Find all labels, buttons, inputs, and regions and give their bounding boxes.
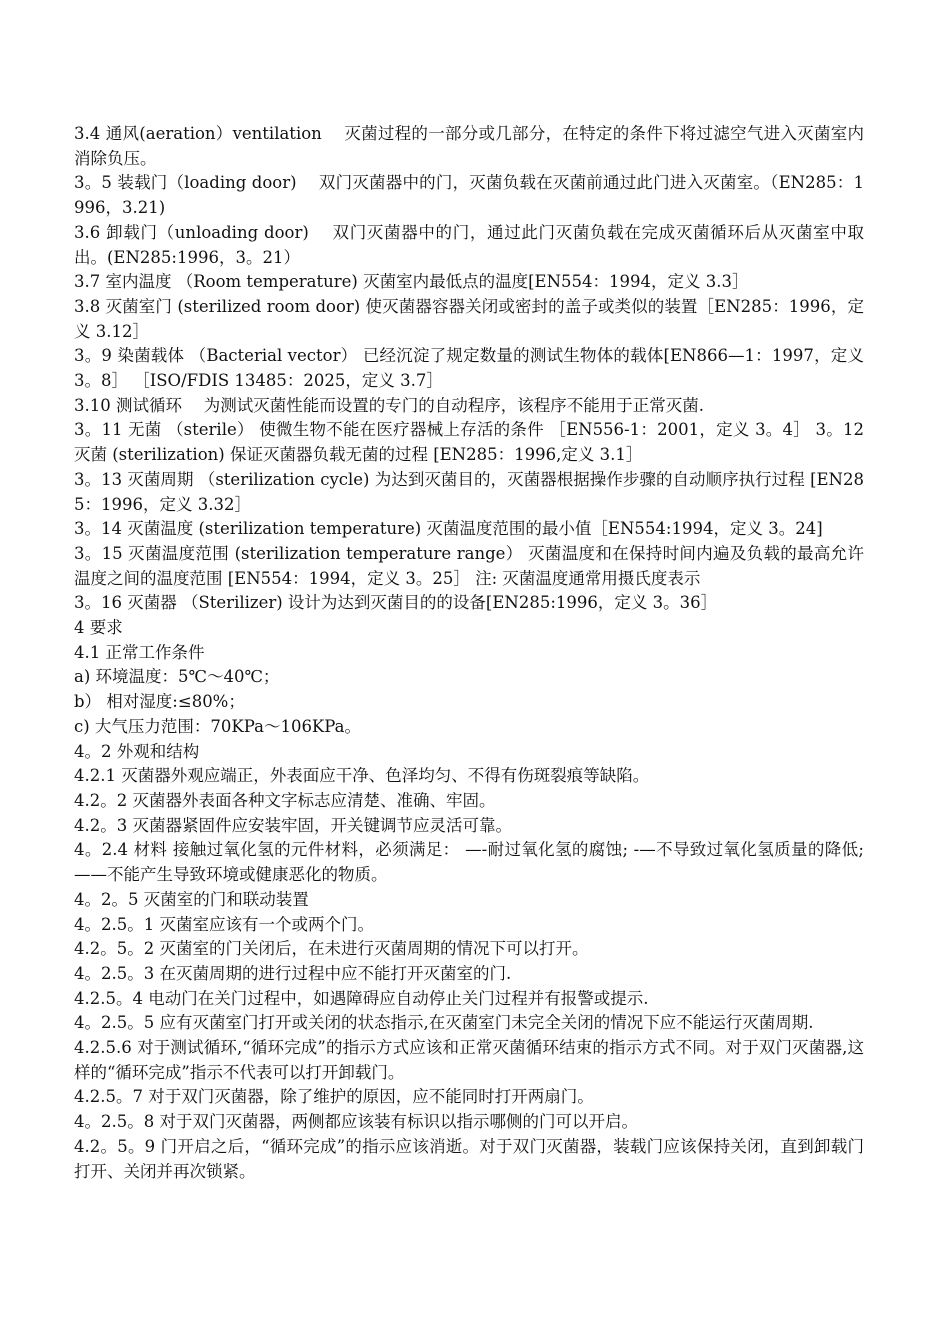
paragraph-3-7-room-temperature: 3.7 室内温度 （Room temperature) 灭菌室内最低点的温度[EN554：1994，定义 3.3］ [74, 272, 749, 292]
paragraph-4-2-5-6: 4.2.5.6 对于测试循环,“循环完成”的指示方式应该和正常灭菌循环结束的指示方式不同。对于双门灭菌器,这样的“循环完成”指示不代表可以打开卸载门。 [74, 1038, 864, 1082]
paragraph-3-14-sterilization-temperature: 3。14 灭菌温度 (sterilization temperature) 灭菌温度范围的最小值［EN554:1994，定义 3。24] [74, 519, 823, 539]
paragraph-3-10-test-cycle: 3.10 测试循环 为测试灭菌性能而设置的专门的自动程序，该程序不能用于正常灭菌. [74, 395, 704, 415]
paragraph-3-15-temperature-range: 3。15 灭菌温度范围 (sterilization temperature range） 灭菌温度和在保持时间内遍及负载的最高允许温度之间的温度范围 [EN554：1994，定义 3。25］ 注: 灭菌温度通常用摄氏度表示 [74, 543, 864, 588]
paragraph-4-2-3: 4.2。3 灭菌器紧固件应安装牢固，开关键调节应灵活可靠。 [74, 815, 512, 835]
paragraph-3-4-ventilation: 3.4 通风(aeration）ventilation 灭菌过程的一部分或几部分，在特定的条件下将过滤空气进入灭菌室内消除负压。 [74, 124, 864, 168]
paragraph-4-2-5-3: 4。2.5。3 在灭菌周期的进行过程中应不能打开灭菌室的门. [74, 963, 512, 983]
paragraph-3-11-sterile: 3。11 无菌 （sterile） 使微生物不能在医疗器械上存活的条件 ［EN556-1：2001，定义 3。4］ 3。12 灭菌 (sterilization) 保证灭菌器负载无菌的过程 [EN285：1996,定义 3.1］ [74, 420, 864, 465]
paragraph-4-2-2: 4.2。2 灭菌器外表面各种文字标志应清楚、准确、牢固。 [74, 790, 496, 810]
paragraph-4-2-4-materials: 4。2.4 材料 接触过氧化氢的元件材料，必须满足： —-耐过氧化氢的腐蚀; -—不导致过氧化氢质量的降低; ——不能产生导致环境或健康恶化的物质。 [74, 840, 864, 885]
paragraph-4-2-5-2: 4.2。5。2 灭菌室的门关闭后，在未进行灭菌周期的情况下可以打开。 [74, 939, 589, 959]
item-a-ambient-temperature: a) 环境温度：5℃～40℃； [74, 667, 280, 687]
paragraph-4-2-1: 4.2.1 灭菌器外观应端正，外表面应干净、色泽均匀、不得有伤斑裂痕等缺陷。 [74, 766, 650, 786]
paragraph-3-9-bacterial-vector: 3。9 染菌载体 （Bacterial vector） 已经沉淀了规定数量的测试生物体的载体[EN866—1：1997，定义 3。8］ ［ISO/FDIS 13485：2025，定义 3.7］ [74, 346, 864, 391]
paragraph-4-2-5-8: 4。2.5。8 对于双门灭菌器，两侧都应该装有标识以指示哪侧的门可以开启。 [74, 1112, 638, 1132]
paragraph-3-8-sterilized-room-door: 3.8 灭菌室门 (sterilized room door) 使灭菌器容器关闭或密封的盖子或类似的装置［EN285：1996，定义 3.12］ [74, 296, 864, 341]
heading-4-2-5-doors-interlocks: 4。2。5 灭菌室的门和联动装置 [74, 889, 309, 909]
paragraph-4-2-5-4: 4.2.5。4 电动门在关门过程中，如遇障碍应自动停止关门过程并有报警或提示. [74, 988, 649, 1008]
heading-4-requirements: 4 要求 [74, 618, 123, 638]
paragraph-4-2-5-7: 4.2.5。7 对于双门灭菌器，除了维护的原因，应不能同时打开两扇门。 [74, 1087, 594, 1107]
heading-4-1-working-conditions: 4.1 正常工作条件 [74, 642, 205, 662]
paragraph-3-13-sterilization-cycle: 3。13 灭菌周期 （sterilization cycle) 为达到灭菌目的，灭菌器根据操作步骤的自动顺序执行过程 [EN285：1996，定义 3.32］ [74, 469, 864, 514]
item-b-relative-humidity: b） 相对湿度:≤80%； [74, 692, 245, 712]
document-page [74, 122, 864, 1184]
item-c-atmospheric-pressure: c) 大气压力范围：70KPa～106KPa。 [74, 716, 361, 736]
paragraph-3-16-sterilizer: 3。16 灭菌器 （Sterilizer) 设计为达到灭菌目的的设备[EN285:1996，定义 3。36］ [74, 593, 718, 613]
paragraph-3-5-loading-door: 3。5 装载门（loading door) 双门灭菌器中的门，灭菌负载在灭菌前通过此门进入灭菌室。（EN285：1996，3.21) [74, 173, 864, 218]
paragraph-4-2-5-1: 4。2.5。1 灭菌室应该有一个或两个门。 [74, 914, 374, 934]
paragraph-4-2-5-9: 4.2。5。9 门开启之后，“循环完成”的指示应该消逝。对于双门灭菌器，装载门应该保持关闭，直到卸载门打开、关闭并再次锁紧。 [74, 1136, 864, 1181]
heading-4-2-appearance-structure: 4。2 外观和结构 [74, 741, 200, 761]
paragraph-3-6-unloading-door: 3.6 卸载门（unloading door) 双门灭菌器中的门，通过此门灭菌负载在完成灭菌循环后从灭菌室中取出。(EN285:1996，3。21） [74, 222, 864, 267]
paragraph-4-2-5-5: 4。2.5。5 应有灭菌室门打开或关闭的状态指示,在灭菌室门未完全关闭的情况下应不能运行灭菌周期. [74, 1013, 814, 1033]
